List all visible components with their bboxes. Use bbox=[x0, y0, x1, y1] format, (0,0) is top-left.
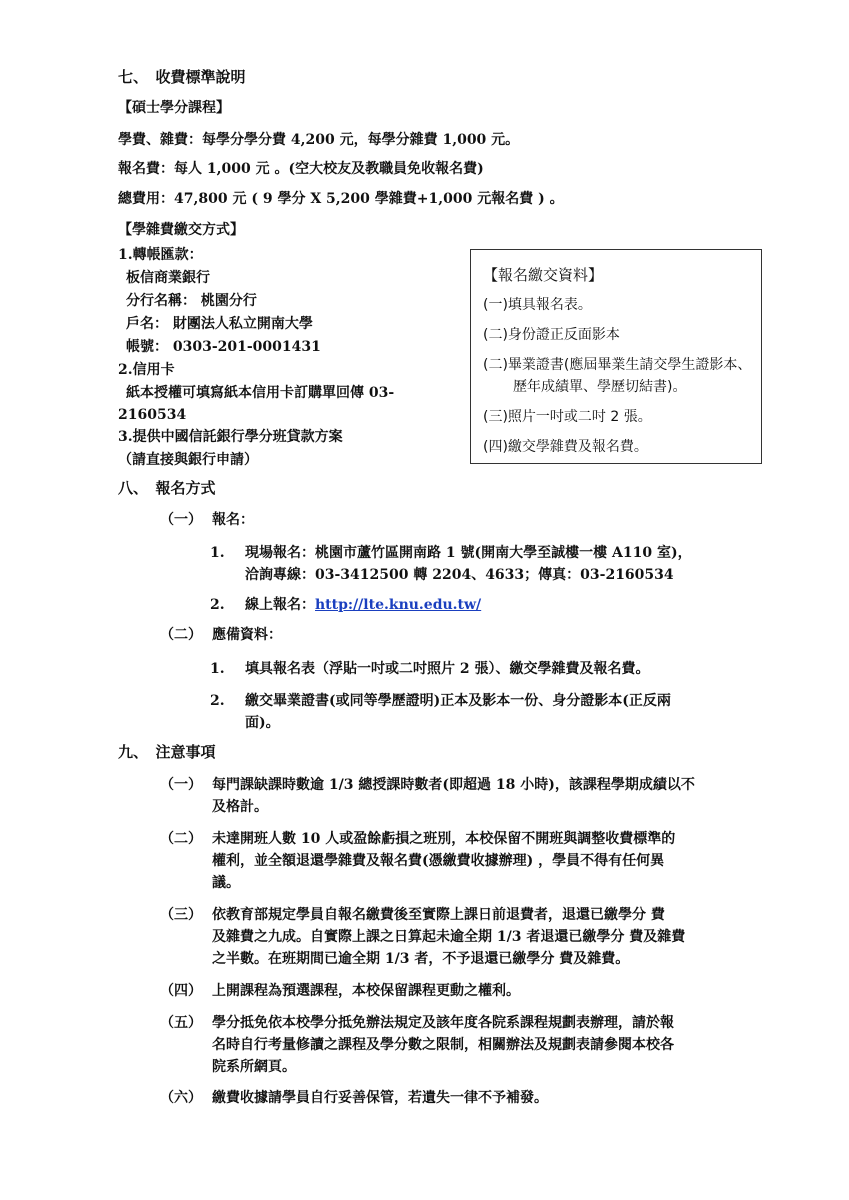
section-9-heading: 九、 注意事項 bbox=[118, 743, 216, 761]
payment-line: 帳號： 0303-201-0001431 bbox=[126, 339, 321, 355]
note-line: 名時自行考量修讀之課程及學分數之限制，相關辦法及規劃表請參閱本校各 bbox=[212, 1037, 674, 1053]
note-number: （五） bbox=[160, 1015, 202, 1031]
online-label: 線上報名： bbox=[245, 597, 315, 613]
payment-line: 板信商業銀行 bbox=[126, 270, 210, 286]
box-item: (四)繳交學雜費及報名費。 bbox=[483, 439, 648, 455]
box-item: (三)照片一吋或二吋 2 張。 bbox=[483, 409, 652, 425]
note-line: 權利，並全額退還學雜費及報名費(憑繳費收據辦理) ，學員不得有任何異 bbox=[212, 853, 665, 869]
payment-line: （請直接與銀行申請） bbox=[118, 452, 258, 468]
payment-line: 2160534 bbox=[118, 407, 187, 423]
note-line: 上開課程為預選課程，本校保留課程更動之權利。 bbox=[212, 983, 520, 999]
payment-line: 分行名稱： 桃園分行 bbox=[126, 293, 257, 309]
box-item: (二)身份證正反面影本 bbox=[483, 327, 620, 343]
list-number: 1. bbox=[210, 545, 225, 561]
box-item: (二)畢業證書(應屆畢業生請交學生證影本、 bbox=[483, 357, 752, 373]
note-number: （三） bbox=[160, 907, 202, 923]
registration-fee-text: 報名費：每人 1,000 元 。(空大校友及教職員免收報名費) bbox=[118, 161, 484, 177]
box-item: (一)填具報名表。 bbox=[483, 297, 592, 313]
note-line: 學分抵免依本校學分抵免辦法規定及該年度各院系課程規劃表辦理，請於報 bbox=[212, 1015, 674, 1031]
payment-line: 2.信用卡 bbox=[118, 362, 175, 378]
doc-line: 填具報名表（浮貼一吋或二吋照片 2 張）、繳交學雜費及報名費。 bbox=[245, 661, 650, 677]
contact-line: 洽詢專線：03-3412500 轉 2204、4633；傳真：03-2160534 bbox=[245, 567, 674, 583]
note-number: （一） bbox=[160, 777, 202, 793]
box-item: 歷年成績單、學歷切結書)。 bbox=[513, 379, 687, 395]
section-8-heading: 八、 報名方式 bbox=[118, 479, 216, 497]
sub-title-registration: 報名： bbox=[212, 512, 254, 528]
sub-title-documents: 應備資料： bbox=[212, 627, 282, 643]
sub-number: （一） bbox=[160, 512, 202, 528]
online-registration-link[interactable]: http://lte.knu.edu.tw/ bbox=[315, 597, 482, 613]
payment-heading: 【學雜費繳交方式】 bbox=[118, 222, 244, 238]
total-fee-text: 總費用：47,800 元 ( 9 學分 X 5,200 學雜費+1,000 元報名費 ) 。 bbox=[118, 191, 564, 207]
payment-line: 紙本授權可填寫紙本信用卡訂購單回傳 03- bbox=[126, 385, 395, 401]
note-line: 依教育部規定學員自報名繳費後至實際上課日前退費者，退還已繳學分 費 bbox=[212, 907, 665, 923]
program-title: 【碩士學分課程】 bbox=[118, 100, 230, 116]
tuition-text: 學費、雜費：每學分學分費 4,200 元，每學分雜費 1,000 元。 bbox=[118, 132, 520, 148]
registration-materials-box bbox=[470, 249, 762, 464]
online-registration bbox=[245, 596, 481, 614]
note-line: 院系所網頁。 bbox=[212, 1059, 296, 1075]
note-number: （六） bbox=[160, 1090, 202, 1106]
doc-line: 繳交畢業證書(或同等學歷證明)正本及影本一份、身分證影本(正反兩 bbox=[245, 693, 671, 709]
list-number: 2. bbox=[210, 693, 225, 709]
note-line: 每門課缺課時數逾 1/3 總授課時數者(即超過 18 小時)，該課程學期成績以不 bbox=[212, 777, 695, 793]
note-number: （二） bbox=[160, 831, 202, 847]
payment-line: 1.轉帳匯款： bbox=[118, 247, 203, 263]
section-7-heading: 七、 收費標準說明 bbox=[118, 68, 246, 86]
doc-line: 面)。 bbox=[245, 715, 280, 731]
box-title: 【報名繳交資料】 bbox=[483, 266, 604, 284]
note-line: 未達開班人數 10 人或盈餘虧損之班別，本校保留不開班與調整收費標準的 bbox=[212, 831, 676, 847]
note-line: 之半數。在班期間已逾全期 1/3 者，不予退還已繳學分 費及雜費。 bbox=[212, 951, 630, 967]
onsite-registration: 現場報名：桃園市蘆竹區開南路 1 號(開南大學至誠樓一樓 A110 室)， bbox=[245, 545, 692, 561]
note-line: 繳費收據請學員自行妥善保管，若遺失一律不予補發。 bbox=[212, 1090, 548, 1106]
sub-number: （二） bbox=[160, 627, 202, 643]
list-number: 1. bbox=[210, 661, 225, 677]
note-number: （四） bbox=[160, 983, 202, 999]
payment-line: 3.提供中國信託銀行學分班貸款方案 bbox=[118, 429, 343, 445]
note-line: 及雜費之九成。自實際上課之日算起未逾全期 1/3 者退還已繳學分 費及雜費 bbox=[212, 929, 686, 945]
note-line: 議。 bbox=[212, 875, 240, 891]
note-line: 及格計。 bbox=[212, 799, 268, 815]
list-number: 2. bbox=[210, 597, 225, 613]
payment-line: 戶名： 財團法人私立開南大學 bbox=[126, 316, 313, 332]
